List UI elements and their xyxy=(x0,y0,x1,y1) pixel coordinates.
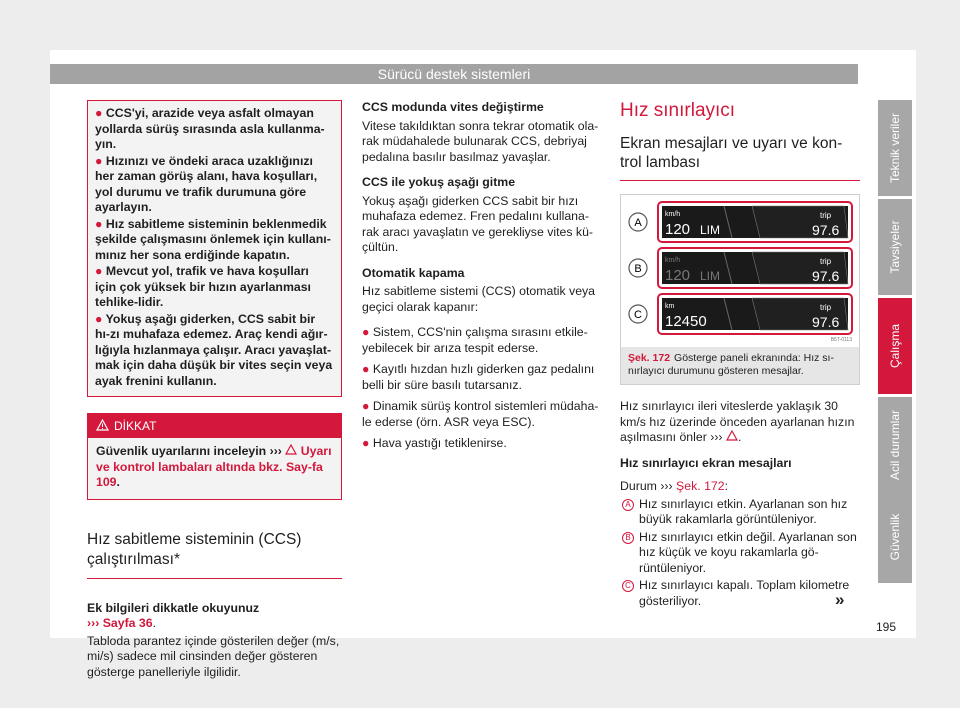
speed-value: 120 xyxy=(665,221,691,238)
speed-unit-label: km/h xyxy=(665,211,681,218)
list-item: ● Mevcut yol, trafik ve hava koşulları için çok yüksek bir hızın ayarlanması tehlike-lidir. xyxy=(95,264,311,309)
letter-badge: A xyxy=(622,499,634,511)
column-middle xyxy=(362,100,602,458)
section-title: Ekran mesajları ve uyarı ve kon-trol lambası xyxy=(620,134,860,181)
figure-caption: Şek. 172 Gösterge paneli ekranında: Hız sı-nırlayıcı durumunu gösteren mesajlar. xyxy=(621,347,859,384)
list-item: ● Dinamik sürüş kontrol sistemleri müdaha-le ederse (örn. ASR veya ESC). xyxy=(362,399,599,429)
speed-unit-label: km/h xyxy=(665,257,681,264)
page-link[interactable]: ››› Sayfa 36 xyxy=(87,616,153,630)
speed-value: 120 xyxy=(665,267,691,284)
letter-badge: B xyxy=(622,532,634,544)
trip-value: 97.6 xyxy=(812,268,840,284)
heading: CCS ile yokuş aşağı gitme xyxy=(362,175,516,189)
tab-guvenlik[interactable]: Güvenlik xyxy=(878,490,912,583)
list-item: ● Sistem, CCS'nin çalışma sırasını etkile-yebilecek bir arıza tespit ederse. xyxy=(362,325,588,355)
letter-badge: C xyxy=(622,580,634,592)
display-panels-illustration xyxy=(624,198,856,344)
warning-box xyxy=(87,413,342,500)
list-item: ● Hız sabitleme sisteminin beklenmedik şekilde çalışmasını önlemek için kullanı-mınız her sona erdiğinde kapatın. xyxy=(95,216,331,262)
sub-heading: Ek bilgileri dikkatle okuyunuz xyxy=(87,600,260,615)
tab-calisma[interactable]: Çalışma xyxy=(878,298,912,394)
page-number: 195 xyxy=(876,620,897,634)
list-item: ● CCS'yi, arazide veya asfalt olmayan yollarda sürüş sırasında asla kullanma-yın. xyxy=(95,106,325,151)
paragraph: Yokuş aşağı giderken CCS sabit bir hızı muhafaza edemez. Fren pedalını kullana-rak aracı yavaşlatın ve gerekliyse vites kü-çültün. xyxy=(362,193,593,254)
warning-link[interactable]: Uyarı ve kontrol lambaları altında bkz. Say-fa 109 xyxy=(96,444,332,489)
list-item: ● Yokuş aşağı giderken, CCS sabit bir hı-zı muhafaza edemez. Araç kendi ağır-lığıyla hızlanmaya çalışır. Aracı yavaşlat-mak için daha düşük bir vites seçin veya ayak frenini kullanın. xyxy=(95,311,333,388)
warning-triangle-icon xyxy=(726,430,738,441)
section-title: Hız sabitleme sisteminin (CCS) çalıştırılması* xyxy=(87,530,342,579)
status-line: Durum ››› Şek. 172: xyxy=(620,479,729,493)
trip-value: 97.6 xyxy=(812,314,840,330)
tab-acil-durumlar[interactable]: Acil durumlar xyxy=(878,397,912,493)
trip-value: 97.6 xyxy=(812,222,840,238)
list-item: ● Hızınızı ve öndeki araca uzaklığınızı her zaman görüş alanı, hava koşulları, yol durumu ve trafik durumuna göre ayarlayın. xyxy=(95,153,318,214)
warning-triangle-icon xyxy=(96,419,109,431)
paragraph: Vitese takıldıktan sonra tekrar otomatik ola-rak müdahalede bulunarak CCS, debriyaj pedalına basılır basılmaz yavaşlar. xyxy=(362,118,599,164)
list-item: ● Kayıtlı hızdan hızlı giderken gaz pedalını belli bir süre basılı tutarsanız. xyxy=(362,362,595,392)
tab-teknik-veriler[interactable]: Teknik veriler xyxy=(878,100,912,196)
notes-box xyxy=(87,100,342,397)
panel-letter: A xyxy=(634,217,642,229)
page-reference: ››› Sayfa 36. xyxy=(87,616,157,630)
tab-tavsiyeler[interactable]: Tavsiyeler xyxy=(878,199,912,295)
limiter-label: LIM xyxy=(700,223,721,237)
continue-icon: » xyxy=(835,590,845,609)
warning-triangle-icon xyxy=(285,444,297,455)
odometer-unit-label: km xyxy=(665,303,675,310)
figure-image xyxy=(621,195,859,347)
column-right xyxy=(620,100,860,609)
column-left xyxy=(87,100,342,680)
page-header: Sürücü destek sistemleri xyxy=(50,64,858,84)
trip-label: trip xyxy=(820,257,832,266)
heading: Hız sınırlayıcı ekran mesajları xyxy=(620,455,792,470)
warning-header: DİKKAT xyxy=(88,414,341,438)
trip-label: trip xyxy=(820,303,832,312)
warning-text: Güvenlik uyarılarını inceleyin ››› Uyarı ve kontrol lambaları altında bkz. Say-fa 109. xyxy=(88,438,341,499)
list-item: ● Hava yastığı tetiklenirse. xyxy=(362,436,507,450)
figure-code: B5T-0113 xyxy=(830,337,852,343)
heading: Otomatik kapama xyxy=(362,265,465,280)
panel-letter: B xyxy=(634,263,642,275)
paragraph: Hız sabitleme sistemi (CCS) otomatik veya geçici olarak kapanır: xyxy=(362,284,596,314)
heading: CCS modunda vites değiştirme xyxy=(362,100,544,114)
page-title: Hız sınırlayıcı xyxy=(620,100,736,121)
limiter-label: LIM xyxy=(700,269,721,283)
figure-link[interactable]: Şek. 172 xyxy=(676,479,725,493)
list-item: A Hız sınırlayıcı etkin. Ayarlanan son hız büyük rakamlarla görüntüleniyor. xyxy=(620,497,860,528)
list-item: B Hız sınırlayıcı etkin değil. Ayarlanan son hız küçük ve koyu rakamlarla gö-rüntüleniyor. xyxy=(620,530,860,577)
paragraph: Tabloda parantez içinde gösterilen değer (m/s, mi/s) sadece mil cinsinden değer gösteren gösterge panelleriyle ilgilidir. xyxy=(87,633,340,679)
trip-label: trip xyxy=(820,211,832,220)
figure xyxy=(620,194,860,385)
list-item: C Hız sınırlayıcı kapalı. Toplam kilometre gösteriliyor. xyxy=(620,578,860,609)
odometer-value: 12450 xyxy=(665,313,707,330)
panel-letter: C xyxy=(634,309,642,321)
paragraph: Hız sınırlayıcı ileri viteslerde yaklaşık 30 km/s hız üzerinde önceden ayarlanan hızın aşılmasını önler ››› . xyxy=(620,399,855,444)
